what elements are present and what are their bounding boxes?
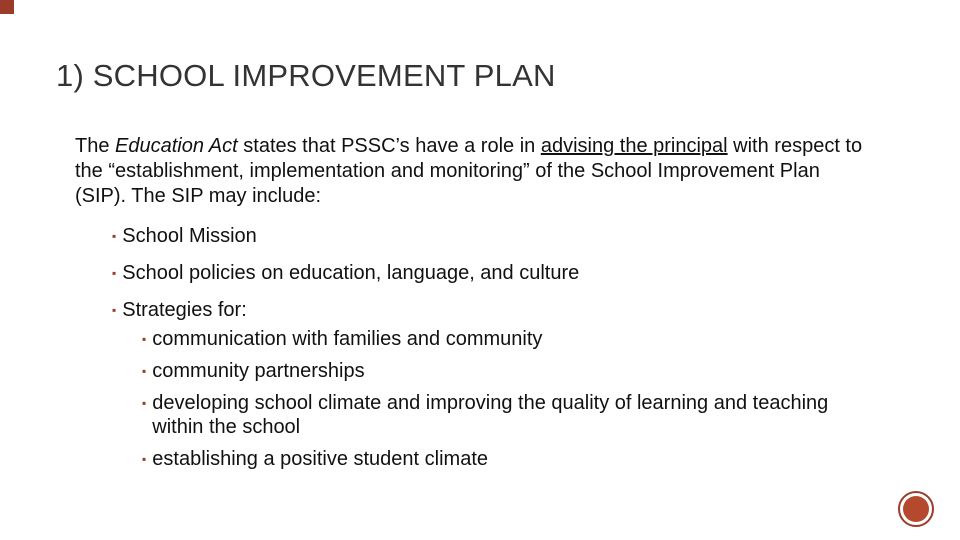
sub-list-item — [112, 391, 872, 439]
intro-underlined-text: advising the principal — [540, 135, 728, 157]
sub-bullet-text: communication with families and community — [152, 328, 543, 350]
square-bullet-icon: ▪ — [112, 229, 117, 243]
intro-text-1: The — [75, 135, 116, 157]
square-bullet-icon: ▪ — [142, 332, 147, 346]
slide-number-badge-icon — [898, 491, 934, 527]
sub-bullet-text: establishing a positive student climate — [152, 448, 489, 470]
square-bullet-icon: ▪ — [142, 396, 147, 410]
square-bullet-icon: ▪ — [142, 452, 147, 466]
bullet-list — [112, 224, 872, 483]
intro-act-name: Education Act — [115, 135, 238, 157]
badge-inner-circle — [903, 496, 929, 522]
sub-bullet-text: community partnerships — [152, 360, 365, 382]
bullet-text: Strategies for: — [122, 299, 247, 321]
list-item — [112, 224, 872, 249]
intro-text-2: states that PSSC’s have a role in — [237, 135, 541, 157]
bullet-text: School policies on education, language, and culture — [122, 262, 580, 284]
corner-accent — [0, 0, 14, 14]
intro-paragraph — [75, 134, 875, 209]
square-bullet-icon: ▪ — [112, 303, 117, 317]
sub-list-item — [112, 447, 872, 471]
sub-list-item — [112, 359, 872, 383]
sub-list-item — [112, 327, 872, 351]
square-bullet-icon: ▪ — [142, 364, 147, 378]
list-item — [112, 298, 872, 471]
list-item — [112, 261, 872, 286]
sub-bullet-text: developing school climate and improving the quality of learning and teaching within the school — [152, 392, 829, 438]
bullet-text: School Mission — [122, 225, 257, 247]
slide-title: 1) SCHOOL IMPROVEMENT PLAN — [56, 58, 556, 93]
intro-text-3: with respect to the “establishment, implementation and monitoring” of the School Improvement Plan (SIP). The SIP may include: — [75, 135, 863, 207]
sub-bullet-list — [112, 327, 872, 471]
square-bullet-icon: ▪ — [112, 266, 117, 280]
